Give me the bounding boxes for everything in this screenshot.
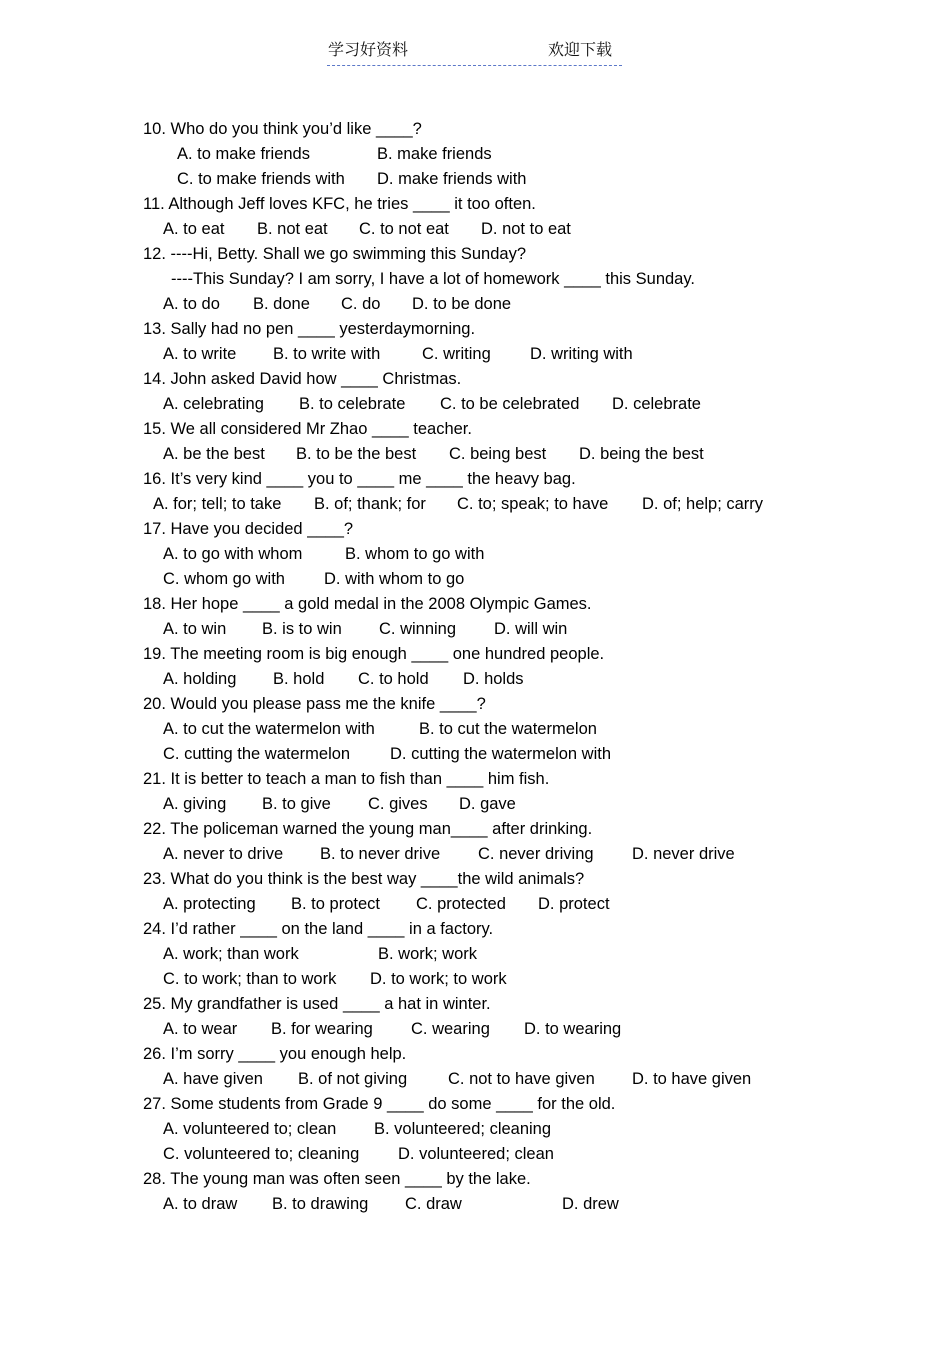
option: D. protect: [538, 895, 610, 913]
question-stem: 20. Would you please pass me the knife ____?: [143, 695, 486, 713]
options-row: [163, 442, 704, 467]
question-stem-continued: ----This Sunday? I am sorry, I have a lot of homework ____ this Sunday.: [171, 270, 695, 288]
option: D. gave: [459, 795, 516, 813]
option: B. whom to go with: [345, 545, 485, 563]
option: C. winning: [379, 620, 457, 638]
options-row: [163, 667, 524, 692]
option: A. celebrating: [163, 395, 264, 413]
option: C. to be celebrated: [440, 395, 580, 413]
options-row: [163, 942, 478, 967]
options-row: [163, 392, 701, 417]
option: A. protecting: [163, 895, 256, 913]
option: C. to hold: [358, 670, 429, 688]
option: B. to celebrate: [299, 395, 406, 413]
option: D. celebrate: [612, 395, 701, 413]
options-row: [163, 617, 568, 642]
options-row: [163, 292, 512, 317]
options-row: [163, 1117, 552, 1142]
question-stem: 19. The meeting room is big enough ____ one hundred people.: [143, 645, 605, 663]
options-row: [163, 1192, 619, 1217]
question-stem: 28. The young man was often seen ____ by the lake.: [143, 1170, 531, 1188]
option: A. to do: [163, 295, 220, 313]
option: D. to have given: [632, 1070, 752, 1088]
option: C. not to have given: [448, 1070, 595, 1088]
option: A. work; than work: [163, 945, 299, 963]
option: B. work; work: [378, 945, 478, 963]
question-stem: 25. My grandfather is used ____ a hat in winter.: [143, 995, 491, 1013]
option: B. of not giving: [298, 1070, 408, 1088]
header-left-text: 学习好资料: [328, 40, 409, 59]
options-row: [163, 1142, 554, 1167]
option: C. to not eat: [359, 220, 449, 238]
option: B. done: [253, 295, 310, 313]
option: B. for wearing: [271, 1020, 373, 1038]
option: B. is to win: [262, 620, 342, 638]
option: A. to write: [163, 345, 237, 363]
option: C. protected: [416, 895, 506, 913]
options-row: [163, 717, 597, 742]
question-stem: 15. We all considered Mr Zhao ____ teacher.: [143, 420, 472, 438]
option: D. of; help; carry: [642, 495, 764, 513]
option: A. giving: [163, 795, 227, 813]
option: A. have given: [163, 1070, 263, 1088]
question-stem: 18. Her hope ____ a gold medal in the 2008 Olympic Games.: [143, 595, 592, 613]
question-stem: 26. I’m sorry ____ you enough help.: [143, 1045, 407, 1063]
option: D. cutting the watermelon with: [390, 745, 612, 763]
option: D. not to eat: [481, 220, 571, 238]
header-right-text: 欢迎下载: [548, 40, 613, 59]
options-row: [163, 542, 485, 567]
option: A. volunteered to; clean: [163, 1120, 337, 1138]
option: A. be the best: [163, 445, 265, 463]
option: C. to work; than to work: [163, 970, 337, 988]
question-stem: 27. Some students from Grade 9 ____ do some ____ for the old.: [143, 1095, 616, 1113]
option: A. to win: [163, 620, 227, 638]
question-stem: 14. John asked David how ____ Christmas.: [143, 370, 462, 388]
options-row: [163, 792, 516, 817]
option: D. volunteered; clean: [398, 1145, 554, 1163]
option: B. to give: [262, 795, 331, 813]
option: C. volunteered to; cleaning: [163, 1145, 360, 1163]
option: A. to go with whom: [163, 545, 303, 563]
option: B. of; thank; for: [314, 495, 426, 513]
options-row: [163, 892, 610, 917]
option: B. to never drive: [320, 845, 441, 863]
option: D. to wearing: [524, 1020, 622, 1038]
option: D. drew: [562, 1195, 619, 1213]
option: B. make friends: [377, 145, 492, 163]
option: B. to protect: [291, 895, 380, 913]
option: C. cutting the watermelon: [163, 745, 351, 763]
page-header: [327, 38, 622, 66]
option: C. never driving: [478, 845, 594, 863]
option: C. do: [341, 295, 381, 313]
option: B. volunteered; cleaning: [374, 1120, 552, 1138]
options-row: [163, 1067, 752, 1092]
question-stem: 23. What do you think is the best way ____the wild animals?: [143, 870, 585, 888]
option: A. to make friends: [177, 145, 310, 163]
options-row: [163, 842, 735, 867]
option: C. to make friends with: [177, 170, 345, 188]
option: C. writing: [422, 345, 491, 363]
option: D. never drive: [632, 845, 735, 863]
option: D. being the best: [579, 445, 704, 463]
options-row: [163, 1017, 622, 1042]
question-stem: 11. Although Jeff loves KFC, he tries ____ it too often.: [143, 195, 536, 213]
option: A. to draw: [163, 1195, 238, 1213]
question-stem: 13. Sally had no pen ____ yesterdaymorning.: [143, 320, 476, 338]
question-stem: 22. The policeman warned the young man____ after drinking.: [143, 820, 593, 838]
option: D. with whom to go: [324, 570, 465, 588]
option: D. writing with: [530, 345, 633, 363]
option: A. never to drive: [163, 845, 284, 863]
option: B. hold: [273, 670, 325, 688]
options-row: [163, 217, 571, 242]
question-stem: 16. It’s very kind ____ you to ____ me ____ the heavy bag.: [143, 470, 576, 488]
options-row: [177, 142, 492, 167]
option: A. to cut the watermelon with: [163, 720, 375, 738]
option: D. holds: [463, 670, 524, 688]
question-stem: 21. It is better to teach a man to fish than ____ him fish.: [143, 770, 550, 788]
question-stem: 10. Who do you think you’d like ____?: [143, 120, 422, 138]
options-row: [163, 567, 465, 592]
option: B. to drawing: [272, 1195, 369, 1213]
option: B. to be the best: [296, 445, 417, 463]
option: C. being best: [449, 445, 547, 463]
options-row: [163, 742, 612, 767]
option: C. to; speak; to have: [457, 495, 609, 513]
option: C. whom go with: [163, 570, 285, 588]
option: A. to eat: [163, 220, 225, 238]
options-row: [177, 167, 527, 192]
option: C. gives: [368, 795, 428, 813]
question-stem: 24. I’d rather ____ on the land ____ in a factory.: [143, 920, 494, 938]
question-stem: 12. ----Hi, Betty. Shall we go swimming this Sunday?: [143, 245, 527, 263]
option: A. for; tell; to take: [153, 495, 282, 513]
options-row: [163, 967, 507, 992]
option: D. make friends with: [377, 170, 527, 188]
option: A. holding: [163, 670, 237, 688]
option: B. not eat: [257, 220, 328, 238]
options-row: [153, 492, 764, 517]
question-stem: 17. Have you decided ____?: [143, 520, 354, 538]
options-row: [163, 342, 633, 367]
option: B. to cut the watermelon: [419, 720, 597, 738]
option: A. to wear: [163, 1020, 238, 1038]
option: C. draw: [405, 1195, 462, 1213]
option: D. to work; to work: [370, 970, 507, 988]
option: C. wearing: [411, 1020, 490, 1038]
option: B. to write with: [273, 345, 381, 363]
option: D. to be done: [412, 295, 512, 313]
option: D. will win: [494, 620, 568, 638]
